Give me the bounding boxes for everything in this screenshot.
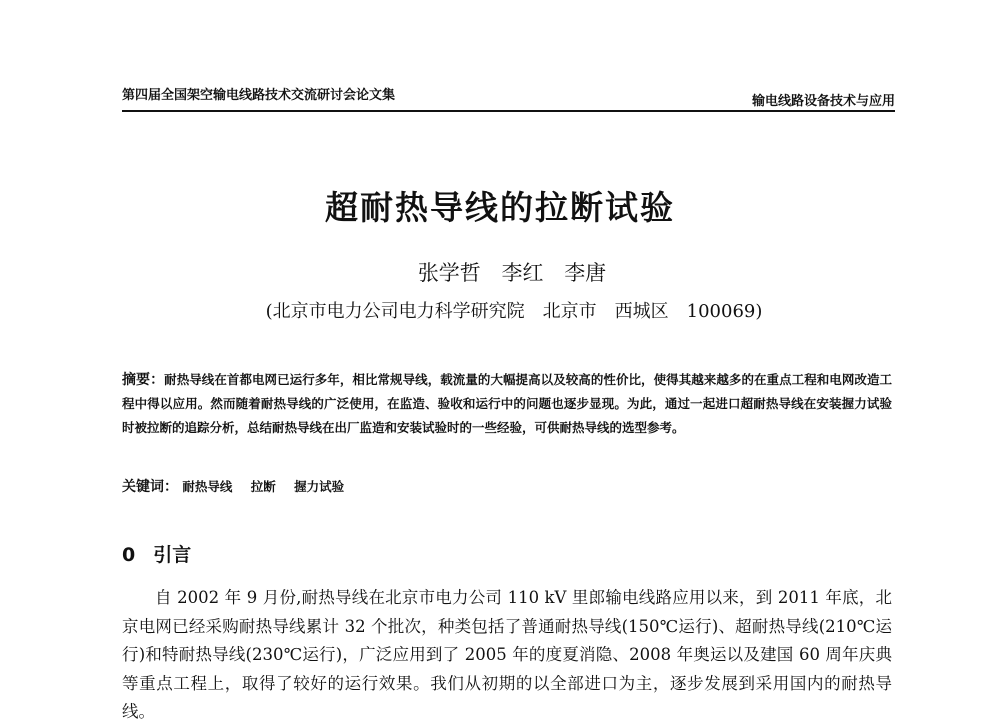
- keyword: 握力试验: [294, 479, 345, 494]
- keywords: [122, 476, 892, 496]
- author-name: 李红: [501, 261, 544, 285]
- author-list: [0, 257, 1000, 287]
- author-name: 张学哲: [417, 261, 481, 285]
- section-number: 0: [122, 544, 136, 566]
- author-name: 李唐: [564, 261, 607, 285]
- section-title-text: 引言: [153, 544, 192, 566]
- paper-title: 超耐热导线的拉断试验: [325, 188, 675, 227]
- keywords-label: 关键词：: [122, 479, 178, 495]
- keyword: 拉断: [250, 479, 276, 494]
- running-header: [122, 84, 895, 112]
- header-proceedings-title: 第四届全国架空输电线路技术交流研讨会论文集: [122, 88, 396, 103]
- abstract-text: 耐热导线在首都电网已运行多年，相比常规导线，载流量的大幅提高以及较高的性价比，使得其越来越多的在重点工程和电网改造工程中得以应用。然而随着耐热导线的广泛使用，在监造、验收和运行中的问题也逐步显现。为此，通过一起进口超耐热导线在安装握力试验时被拉断的追踪分析，总结耐热导线在出厂监造和安装试验时的一些经验，可供耐热导线的选型参考。: [122, 372, 892, 435]
- keyword: 耐热导线: [182, 479, 233, 494]
- abstract: [122, 368, 892, 440]
- abstract-label: 摘要：: [122, 372, 165, 388]
- section-heading: [122, 540, 191, 567]
- header-section-title: 输电线路设备技术与应用: [751, 94, 895, 109]
- body-paragraph: 自 2002 年 9 月份,耐热导线在北京市电力公司 110 kV 里郎输电线路应用以来，到 2011 年底，北京电网已经采购耐热导线累计 32 个批次，种类包括了普通耐热导线(150℃运行)、超耐热导线(210℃运行)和特耐热导线(230℃运行)，广泛应用到了 2005 年的度夏消隐、2008 年奥运以及建国 60 周年庆典等重点工程上，取得了较好的运行效果。我们从初期的以全部进口为主，逐步发展到采用国内的耐热导线。: [122, 588, 892, 721]
- author-affiliation: (北京市电力公司电力科学研究院 北京市 西城区 100069): [265, 301, 763, 322]
